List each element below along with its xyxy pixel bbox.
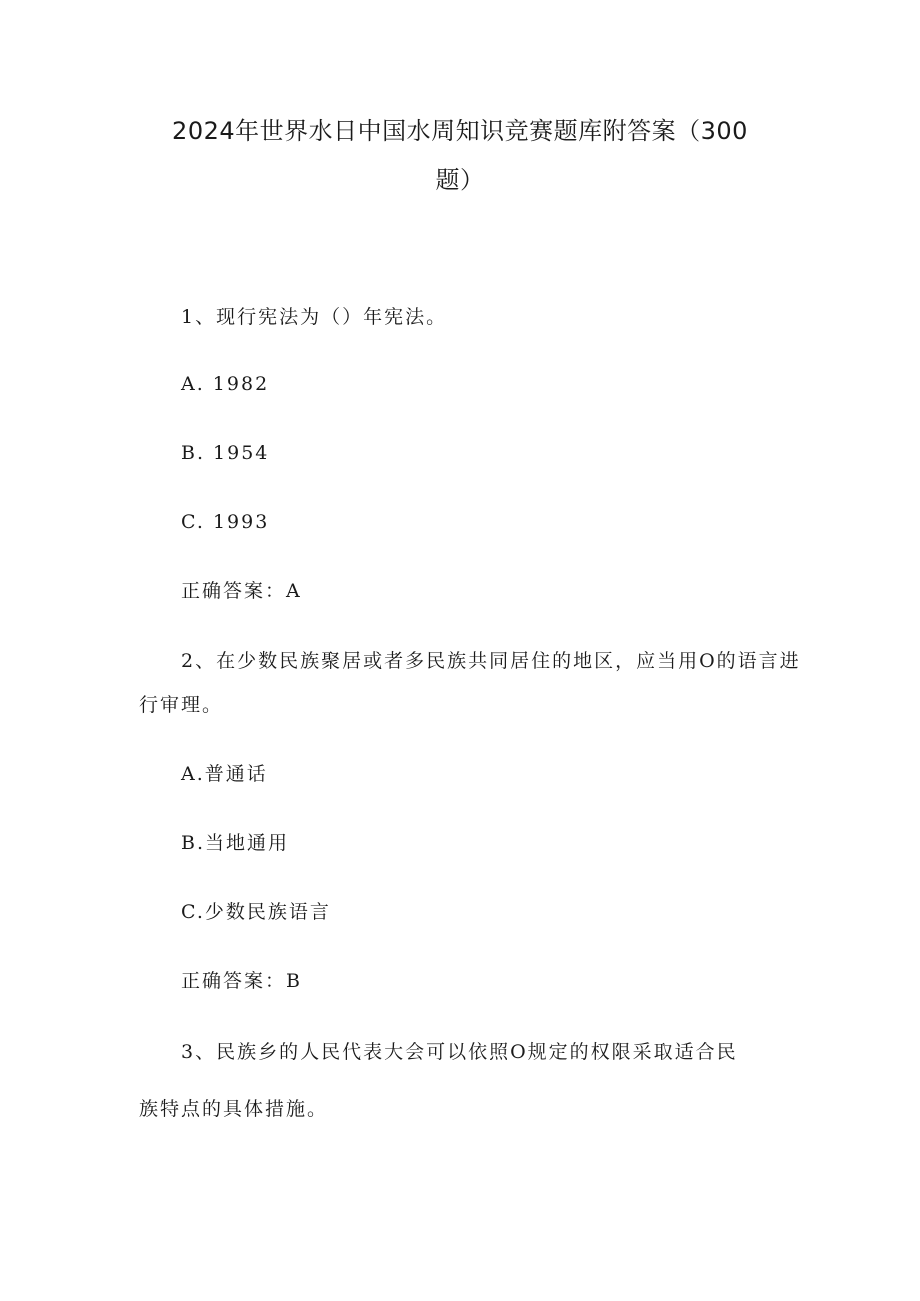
question-3-stem-line-2: 族特点的具体措施。: [139, 1098, 329, 1120]
question-1-stem: 1、现行宪法为（）年宪法。: [181, 306, 448, 328]
question-1-option-b: B. 1954: [181, 442, 270, 464]
question-2-option-c: C.少数民族语言: [181, 901, 331, 923]
question-2-option-a: A.普通话: [181, 763, 268, 785]
question-1-option-c: C. 1993: [181, 511, 270, 533]
document-title-line-2: 题）: [435, 166, 485, 194]
question-2-option-b: B.当地通用: [181, 832, 290, 854]
question-3-stem-line-1: 3、民族乡的人民代表大会可以依照O规定的权限采取适合民: [181, 1041, 738, 1063]
question-2-stem-line-1: 2、在少数民族聚居或者多民族共同居住的地区，应当用O的语言进: [181, 650, 801, 672]
question-1-option-a: A. 1982: [181, 373, 270, 395]
question-1-answer: 正确答案：A: [181, 580, 302, 602]
question-2-answer: 正确答案：B: [181, 970, 302, 992]
question-2-stem-line-2: 行审理。: [139, 694, 224, 716]
document-title-line-1: 2024年世界水日中国水周知识竞赛题库附答案（300: [172, 117, 748, 145]
